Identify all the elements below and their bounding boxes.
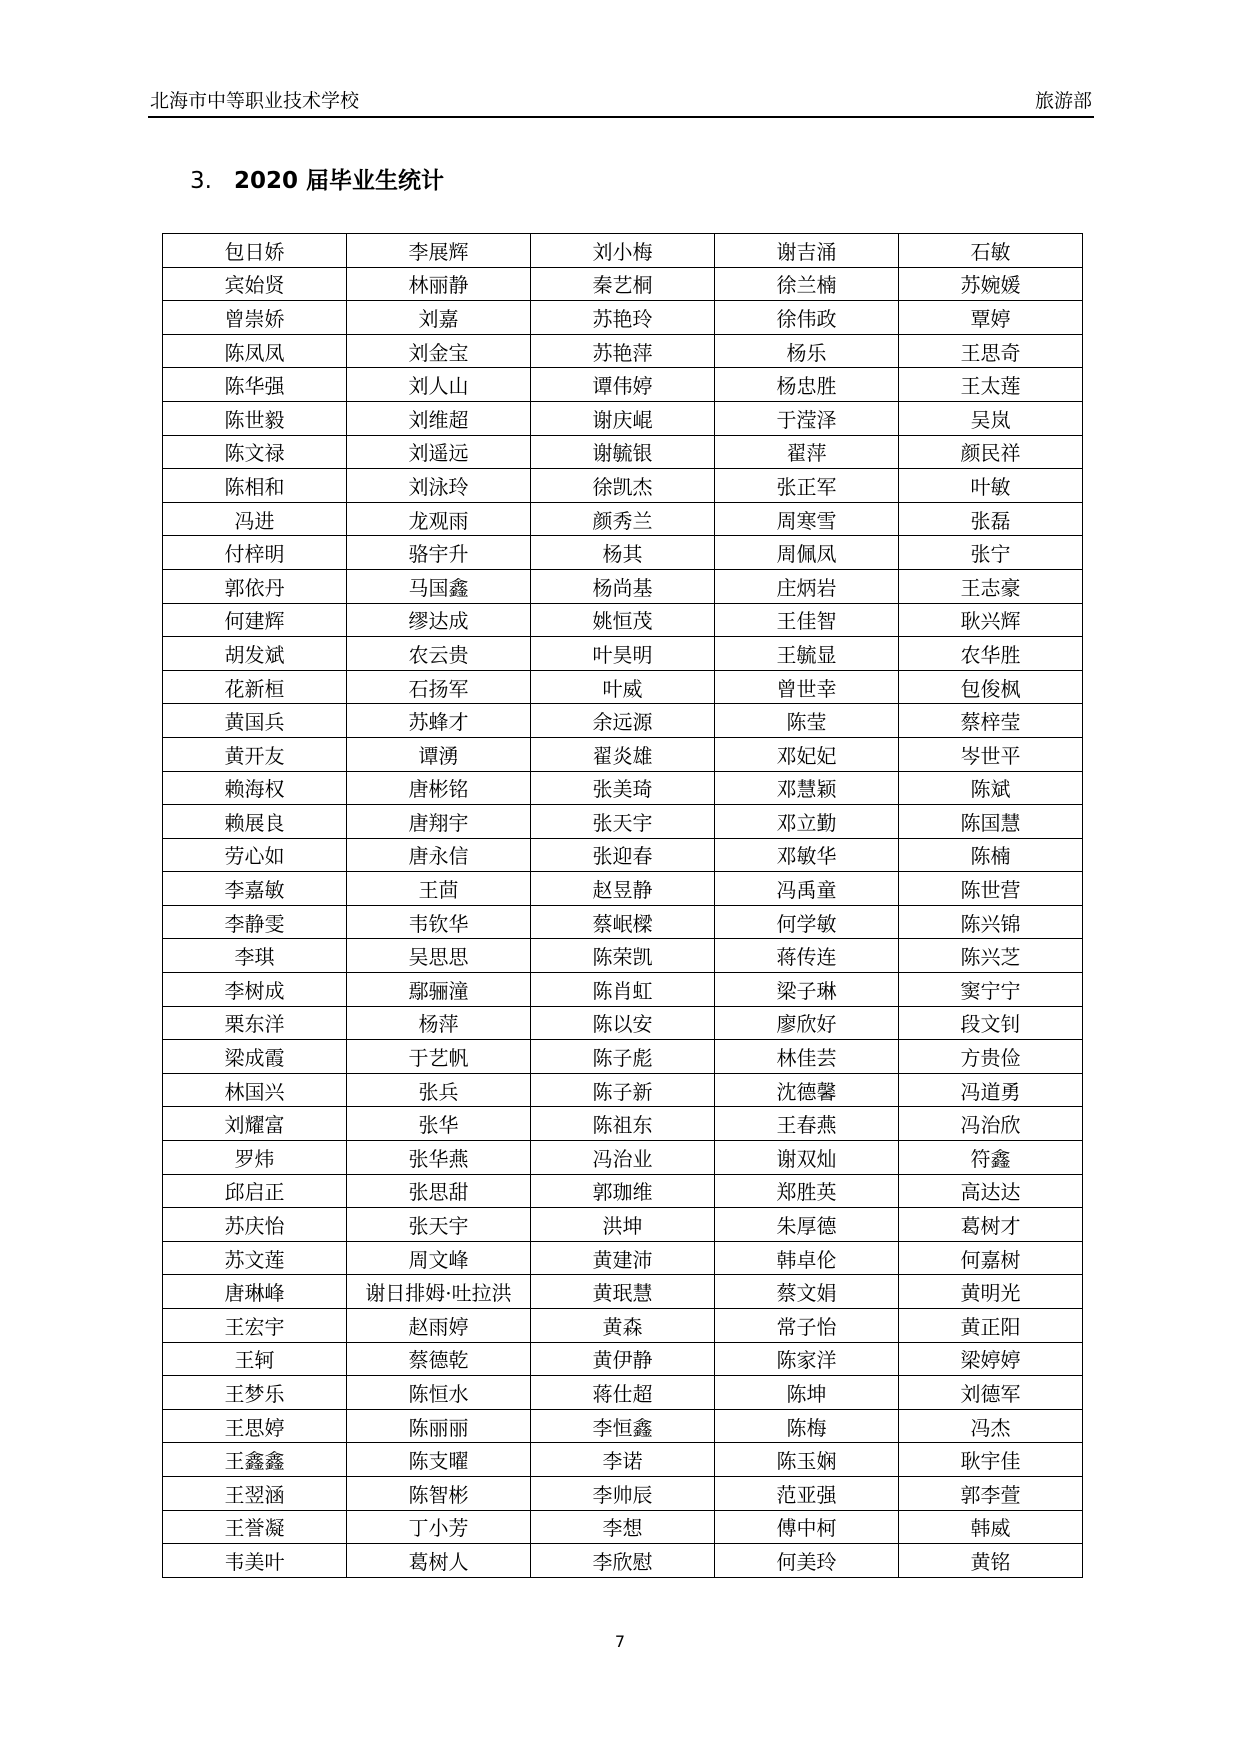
- table-cell: 刘泳玲: [347, 469, 531, 503]
- table-cell: 秦艺桐: [531, 267, 715, 301]
- table-cell: 包俊枫: [899, 670, 1083, 704]
- table-cell: 苏蜂才: [347, 704, 531, 738]
- table-row: [163, 1443, 1083, 1477]
- table-cell: 王太莲: [899, 368, 1083, 402]
- table-cell: 常子怡: [715, 1309, 899, 1343]
- table-cell: 黄建沛: [531, 1241, 715, 1275]
- table-cell: 黄铭: [899, 1544, 1083, 1578]
- table-cell: 韦钦华: [347, 905, 531, 939]
- table-cell: 刘维超: [347, 401, 531, 435]
- table-row: [163, 603, 1083, 637]
- table-cell: 梁子琳: [715, 973, 899, 1007]
- table-cell: 谢双灿: [715, 1141, 899, 1175]
- table-cell: 赵雨婷: [347, 1309, 531, 1343]
- table-cell: 赵昱静: [531, 872, 715, 906]
- table-cell: 杨其: [531, 536, 715, 570]
- table-cell: 陈荣凯: [531, 939, 715, 973]
- table-cell: 蔡德乾: [347, 1342, 531, 1376]
- table-cell: 李静雯: [163, 905, 347, 939]
- table-cell: 刘耀富: [163, 1107, 347, 1141]
- table-cell: 杨忠胜: [715, 368, 899, 402]
- table-cell: 朱厚德: [715, 1208, 899, 1242]
- table-row: [163, 737, 1083, 771]
- table-cell: 冯杰: [899, 1409, 1083, 1443]
- table-row: [163, 704, 1083, 738]
- table-cell: 黄开友: [163, 737, 347, 771]
- table-cell: 张天宇: [531, 805, 715, 839]
- table-cell: 姚恒茂: [531, 603, 715, 637]
- table-cell: 黄正阳: [899, 1309, 1083, 1343]
- table-cell: 马国鑫: [347, 569, 531, 603]
- table-cell: 李展辉: [347, 234, 531, 268]
- table-cell: 傅中柯: [715, 1510, 899, 1544]
- table-cell: 叶昊明: [531, 637, 715, 671]
- table-cell: 窦宁宁: [899, 973, 1083, 1007]
- table-cell: 杨尚基: [531, 569, 715, 603]
- table-cell: 陈斌: [899, 771, 1083, 805]
- table-cell: 张华燕: [347, 1141, 531, 1175]
- table-cell: 洪坤: [531, 1208, 715, 1242]
- table-cell: 陈坤: [715, 1376, 899, 1410]
- table-cell: 王思奇: [899, 334, 1083, 368]
- table-row: [163, 805, 1083, 839]
- table-cell: 蒋仕超: [531, 1376, 715, 1410]
- table-row: [163, 872, 1083, 906]
- table-cell: 冯治欣: [899, 1107, 1083, 1141]
- table-row: [163, 334, 1083, 368]
- table-row: [163, 1544, 1083, 1578]
- table-cell: 苏艳玲: [531, 301, 715, 335]
- table-cell: 廖欣好: [715, 1006, 899, 1040]
- table-cell: 周寒雪: [715, 502, 899, 536]
- table-cell: 沈德馨: [715, 1073, 899, 1107]
- table-cell: 张美琦: [531, 771, 715, 805]
- table-cell: 韦美叶: [163, 1544, 347, 1578]
- table-cell: 张兵: [347, 1073, 531, 1107]
- table-cell: 王誉凝: [163, 1510, 347, 1544]
- table-cell: 陈华强: [163, 368, 347, 402]
- table-cell: 郭李萱: [899, 1476, 1083, 1510]
- table-cell: 陈兴锦: [899, 905, 1083, 939]
- table-cell: 张宁: [899, 536, 1083, 570]
- section-title-text: 2020 届毕业生统计: [233, 168, 444, 194]
- table-cell: 胡发斌: [163, 637, 347, 671]
- table-cell: 刘金宝: [347, 334, 531, 368]
- table-cell: 冯禹童: [715, 872, 899, 906]
- table-cell: 陈楠: [899, 838, 1083, 872]
- graduates-table: [162, 233, 1083, 1578]
- table-row: [163, 1275, 1083, 1309]
- table-cell: 骆宇升: [347, 536, 531, 570]
- table-cell: 杨乐: [715, 334, 899, 368]
- table-cell: 岑世平: [899, 737, 1083, 771]
- table-cell: 庄炳岩: [715, 569, 899, 603]
- table-cell: 花新桓: [163, 670, 347, 704]
- table-cell: 段文钊: [899, 1006, 1083, 1040]
- table-cell: 谢日排姆·吐拉洪: [347, 1275, 531, 1309]
- table-cell: 林丽静: [347, 267, 531, 301]
- table-cell: 高达达: [899, 1174, 1083, 1208]
- table-row: [163, 670, 1083, 704]
- table-row: [163, 973, 1083, 1007]
- table-cell: 于艺帆: [347, 1040, 531, 1074]
- table-row: [163, 1476, 1083, 1510]
- table-cell: 蔡梓莹: [899, 704, 1083, 738]
- table-cell: 吴岚: [899, 401, 1083, 435]
- table-cell: 郑胜英: [715, 1174, 899, 1208]
- table-cell: 谢毓银: [531, 435, 715, 469]
- table-cell: 周佩凤: [715, 536, 899, 570]
- table-cell: 陈以安: [531, 1006, 715, 1040]
- table-row: [163, 469, 1083, 503]
- table-cell: 王志豪: [899, 569, 1083, 603]
- table-row: [163, 1073, 1083, 1107]
- table-cell: 邓立勤: [715, 805, 899, 839]
- table-cell: 王梦乐: [163, 1376, 347, 1410]
- page-header: [148, 86, 1094, 118]
- table-cell: 耿宇佳: [899, 1443, 1083, 1477]
- table-row: [163, 1409, 1083, 1443]
- table-cell: 劳心如: [163, 838, 347, 872]
- table-cell: 张迎春: [531, 838, 715, 872]
- table-cell: 宾始贤: [163, 267, 347, 301]
- table-cell: 周文峰: [347, 1241, 531, 1275]
- table-cell: 陈祖东: [531, 1107, 715, 1141]
- table-row: [163, 1006, 1083, 1040]
- table-cell: 陈恒水: [347, 1376, 531, 1410]
- table-cell: 石扬军: [347, 670, 531, 704]
- table-row: [163, 536, 1083, 570]
- table-cell: 何美玲: [715, 1544, 899, 1578]
- table-cell: 赖海权: [163, 771, 347, 805]
- table-row: [163, 1309, 1083, 1343]
- table-cell: 耿兴辉: [899, 603, 1083, 637]
- table-cell: 陈玉娴: [715, 1443, 899, 1477]
- table-cell: 方贵俭: [899, 1040, 1083, 1074]
- table-cell: 唐永信: [347, 838, 531, 872]
- table-cell: 谢吉涌: [715, 234, 899, 268]
- table-cell: 林国兴: [163, 1073, 347, 1107]
- table-cell: 王宏宇: [163, 1309, 347, 1343]
- table-cell: 刘小梅: [531, 234, 715, 268]
- table-cell: 谭湧: [347, 737, 531, 771]
- table-cell: 陈莹: [715, 704, 899, 738]
- table-cell: 包日娇: [163, 234, 347, 268]
- table-cell: 苏艳萍: [531, 334, 715, 368]
- table-row: [163, 1342, 1083, 1376]
- table-cell: 郭依丹: [163, 569, 347, 603]
- table-cell: 罗炜: [163, 1141, 347, 1175]
- table-cell: 黄明光: [899, 1275, 1083, 1309]
- table-row: [163, 771, 1083, 805]
- table-cell: 张磊: [899, 502, 1083, 536]
- table-cell: 范亚强: [715, 1476, 899, 1510]
- table-row: [163, 1376, 1083, 1410]
- table-row: [163, 1174, 1083, 1208]
- table-cell: 李诺: [531, 1443, 715, 1477]
- table-cell: 李树成: [163, 973, 347, 1007]
- school-name: 北海市中等职业技术学校: [150, 90, 360, 112]
- table-row: [163, 368, 1083, 402]
- table-cell: 曾世幸: [715, 670, 899, 704]
- table-cell: 陈世毅: [163, 401, 347, 435]
- table-cell: 苏庆怡: [163, 1208, 347, 1242]
- table-cell: 郭珈维: [531, 1174, 715, 1208]
- table-cell: 刘嘉: [347, 301, 531, 335]
- table-row: [163, 1141, 1083, 1175]
- table-cell: 邓敏华: [715, 838, 899, 872]
- table-cell: 何嘉树: [899, 1241, 1083, 1275]
- table-row: [163, 838, 1083, 872]
- table-cell: 陈子彪: [531, 1040, 715, 1074]
- table-cell: 陈文禄: [163, 435, 347, 469]
- table-cell: 王毓显: [715, 637, 899, 671]
- table-cell: 王鑫鑫: [163, 1443, 347, 1477]
- table-cell: 李嘉敏: [163, 872, 347, 906]
- graduates-table-wrapper: [162, 233, 1083, 1578]
- table-cell: 叶威: [531, 670, 715, 704]
- table-cell: 覃婷: [899, 301, 1083, 335]
- table-cell: 翟萍: [715, 435, 899, 469]
- table-row: [163, 569, 1083, 603]
- table-cell: 徐凯杰: [531, 469, 715, 503]
- table-cell: 叶敏: [899, 469, 1083, 503]
- section-number: 3.: [190, 168, 212, 194]
- table-row: [163, 905, 1083, 939]
- table-cell: 陈子新: [531, 1073, 715, 1107]
- table-cell: 李帅辰: [531, 1476, 715, 1510]
- table-cell: 李想: [531, 1510, 715, 1544]
- table-row: [163, 1040, 1083, 1074]
- table-cell: 刘遥远: [347, 435, 531, 469]
- table-cell: 刘德军: [899, 1376, 1083, 1410]
- table-cell: 葛树人: [347, 1544, 531, 1578]
- table-cell: 徐伟政: [715, 301, 899, 335]
- table-cell: 陈国慧: [899, 805, 1083, 839]
- table-cell: 何建辉: [163, 603, 347, 637]
- table-cell: 韩卓伦: [715, 1241, 899, 1275]
- table-cell: 徐兰楠: [715, 267, 899, 301]
- table-cell: 张天宇: [347, 1208, 531, 1242]
- table-row: [163, 637, 1083, 671]
- table-cell: 陈凤凤: [163, 334, 347, 368]
- table-row: [163, 502, 1083, 536]
- table-cell: 付梓明: [163, 536, 347, 570]
- table-cell: 陈家洋: [715, 1342, 899, 1376]
- table-cell: 谭伟婷: [531, 368, 715, 402]
- table-cell: 鄢骊潼: [347, 973, 531, 1007]
- table-cell: 曾崇娇: [163, 301, 347, 335]
- table-cell: 陈相和: [163, 469, 347, 503]
- table-cell: 谢庆崐: [531, 401, 715, 435]
- table-cell: 邓妃妃: [715, 737, 899, 771]
- table-cell: 张思甜: [347, 1174, 531, 1208]
- table-cell: 颜民祥: [899, 435, 1083, 469]
- table-cell: 于滢泽: [715, 401, 899, 435]
- table-cell: 陈智彬: [347, 1476, 531, 1510]
- table-row: [163, 1107, 1083, 1141]
- table-cell: 梁婷婷: [899, 1342, 1083, 1376]
- table-cell: 王轲: [163, 1342, 347, 1376]
- table-cell: 陈支曜: [347, 1443, 531, 1477]
- table-row: [163, 435, 1083, 469]
- table-cell: 王茴: [347, 872, 531, 906]
- table-cell: 冯进: [163, 502, 347, 536]
- table-row: [163, 1241, 1083, 1275]
- table-cell: 龙观雨: [347, 502, 531, 536]
- table-cell: 赖展良: [163, 805, 347, 839]
- table-cell: 颜秀兰: [531, 502, 715, 536]
- table-cell: 王翌涵: [163, 1476, 347, 1510]
- table-cell: 余远源: [531, 704, 715, 738]
- table-cell: 唐彬铭: [347, 771, 531, 805]
- department-name: 旅游部: [1034, 90, 1092, 112]
- table-cell: 符鑫: [899, 1141, 1083, 1175]
- table-cell: 陈肖虹: [531, 973, 715, 1007]
- table-cell: 丁小芳: [347, 1510, 531, 1544]
- table-cell: 苏婉媛: [899, 267, 1083, 301]
- table-cell: 蔡岷樑: [531, 905, 715, 939]
- table-cell: 唐琳峰: [163, 1275, 347, 1309]
- table-cell: 李琪: [163, 939, 347, 973]
- table-row: [163, 401, 1083, 435]
- table-row: [163, 267, 1083, 301]
- table-row: [163, 1208, 1083, 1242]
- section-title: [190, 162, 444, 195]
- table-cell: 栗东洋: [163, 1006, 347, 1040]
- table-cell: 韩威: [899, 1510, 1083, 1544]
- table-cell: 陈世营: [899, 872, 1083, 906]
- table-cell: 王思婷: [163, 1409, 347, 1443]
- table-cell: 黄森: [531, 1309, 715, 1343]
- table-cell: 葛树才: [899, 1208, 1083, 1242]
- table-cell: 农华胜: [899, 637, 1083, 671]
- table-cell: 冯治业: [531, 1141, 715, 1175]
- table-cell: 刘人山: [347, 368, 531, 402]
- table-cell: 李欣慰: [531, 1544, 715, 1578]
- table-cell: 张华: [347, 1107, 531, 1141]
- table-cell: 杨萍: [347, 1006, 531, 1040]
- table-cell: 李恒鑫: [531, 1409, 715, 1443]
- table-cell: 唐翔宇: [347, 805, 531, 839]
- page-number: 7: [614, 1632, 626, 1651]
- table-cell: 吴思思: [347, 939, 531, 973]
- table-cell: 张正军: [715, 469, 899, 503]
- table-cell: 蒋传连: [715, 939, 899, 973]
- table-row: [163, 234, 1083, 268]
- table-cell: 蔡文娟: [715, 1275, 899, 1309]
- table-cell: 翟炎雄: [531, 737, 715, 771]
- table-row: [163, 1510, 1083, 1544]
- table-cell: 邱启正: [163, 1174, 347, 1208]
- table-cell: 苏文莲: [163, 1241, 347, 1275]
- table-cell: 何学敏: [715, 905, 899, 939]
- table-cell: 陈梅: [715, 1409, 899, 1443]
- table-cell: 黄国兵: [163, 704, 347, 738]
- table-cell: 王佳智: [715, 603, 899, 637]
- table-cell: 王春燕: [715, 1107, 899, 1141]
- table-row: [163, 301, 1083, 335]
- table-cell: 梁成霞: [163, 1040, 347, 1074]
- table-cell: 邓慧颖: [715, 771, 899, 805]
- table-cell: 黄伊静: [531, 1342, 715, 1376]
- table-cell: 林佳芸: [715, 1040, 899, 1074]
- table-row: [163, 939, 1083, 973]
- table-cell: 黄珉慧: [531, 1275, 715, 1309]
- table-cell: 石敏: [899, 234, 1083, 268]
- table-cell: 缪达成: [347, 603, 531, 637]
- table-cell: 陈兴芝: [899, 939, 1083, 973]
- table-cell: 冯道勇: [899, 1073, 1083, 1107]
- table-cell: 陈丽丽: [347, 1409, 531, 1443]
- table-cell: 农云贵: [347, 637, 531, 671]
